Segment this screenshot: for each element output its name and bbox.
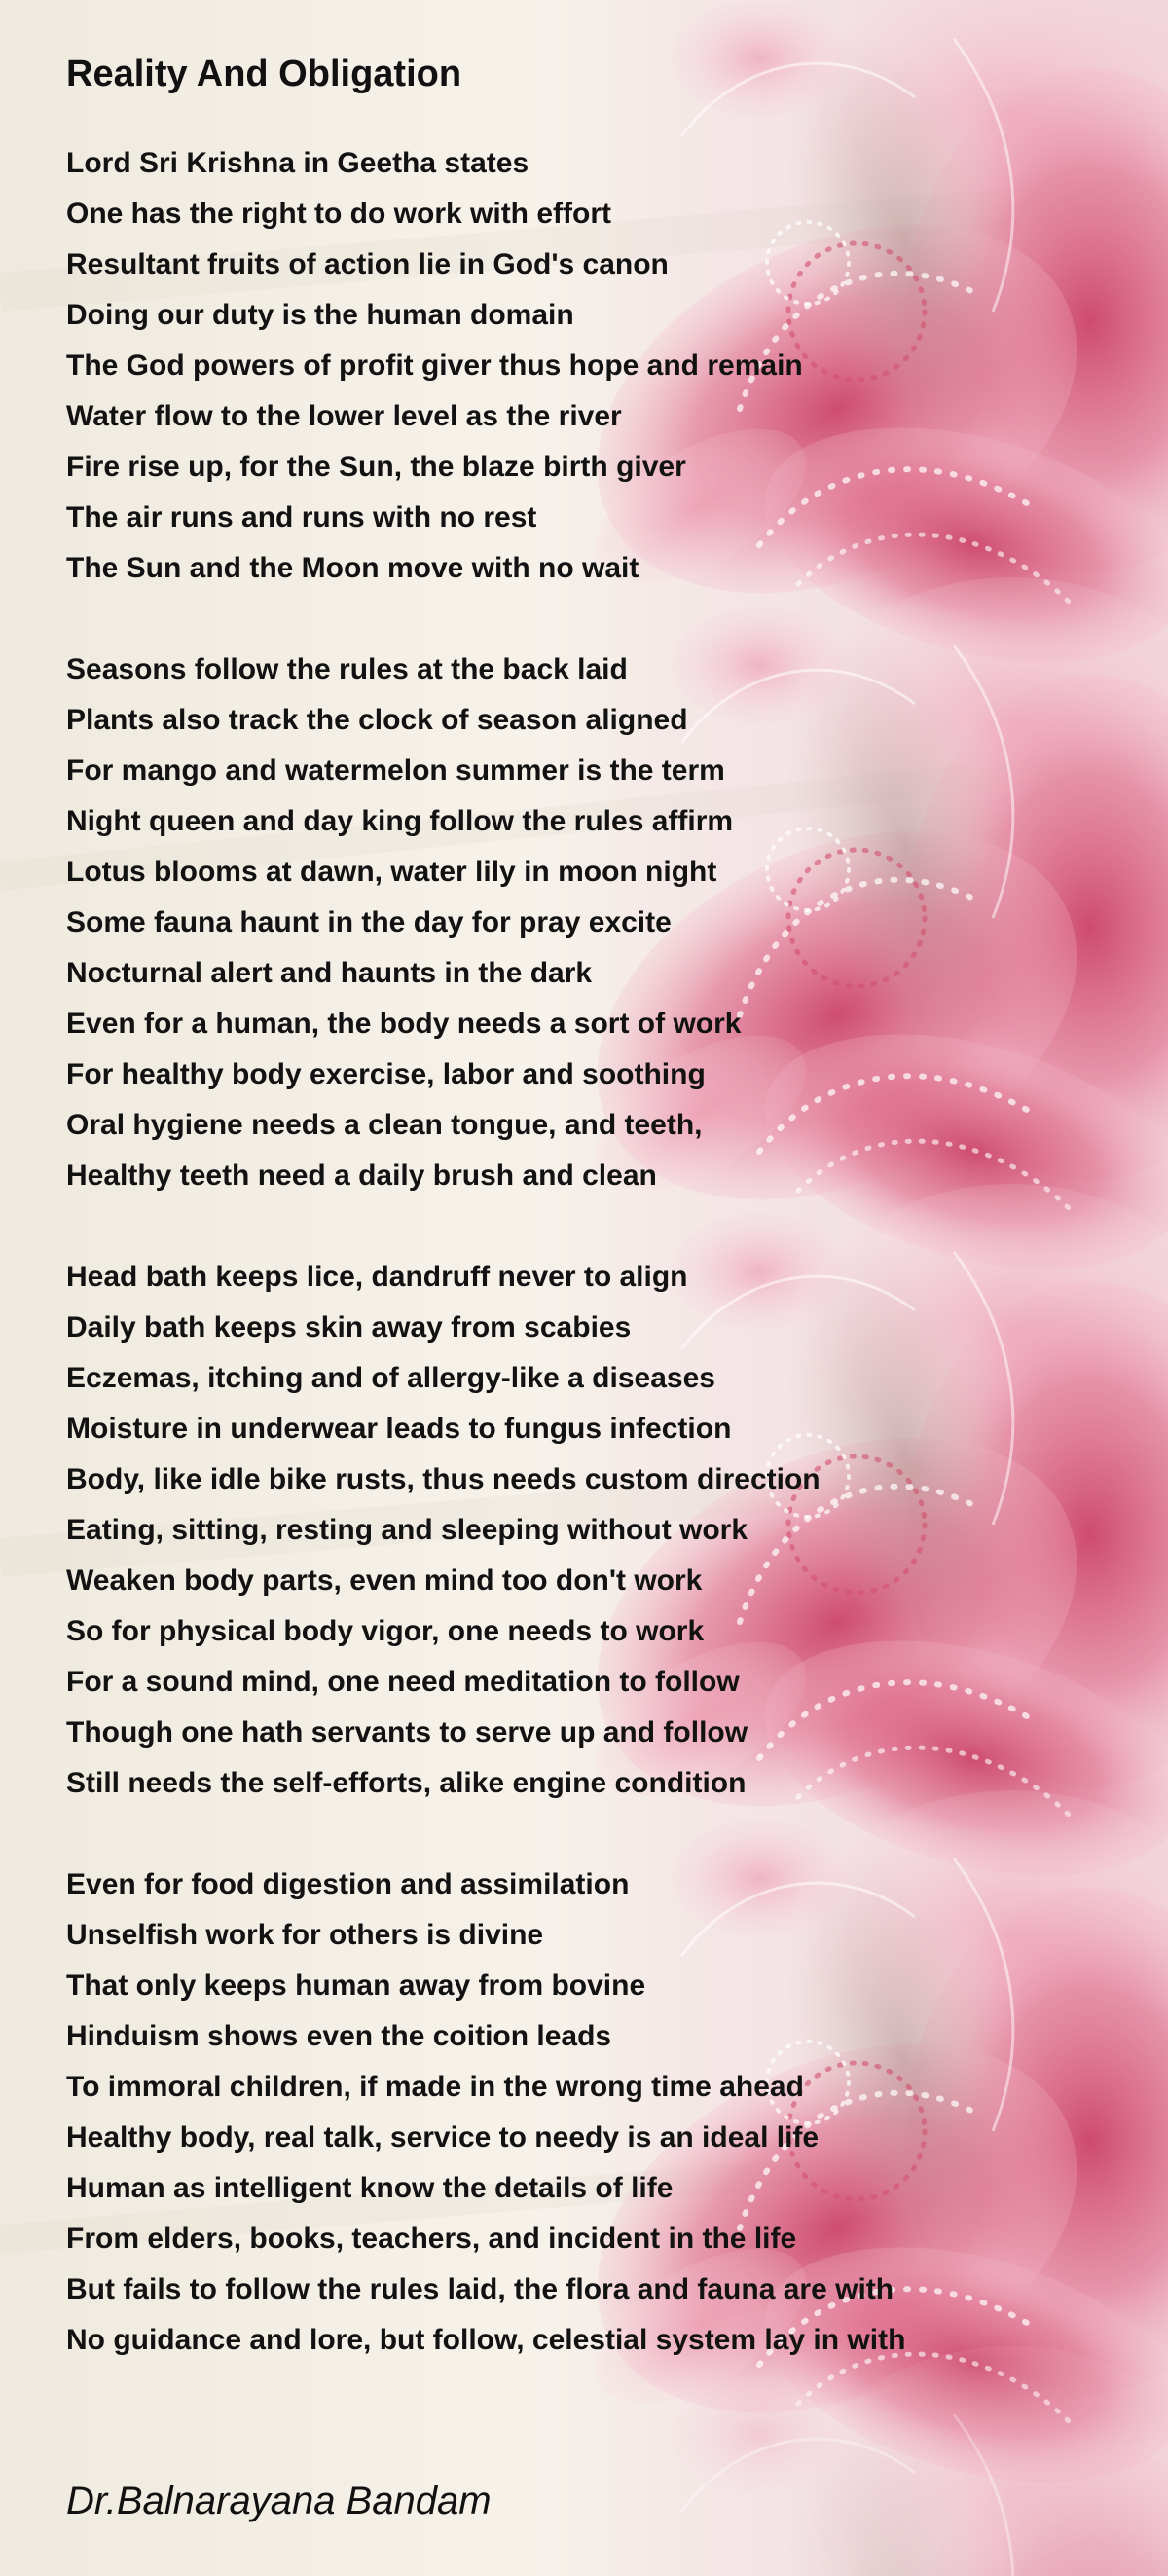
poem-line: The Sun and the Moon move with no wait <box>66 552 639 584</box>
poem-line: For mango and watermelon summer is the term <box>66 754 725 787</box>
poem-line: For a sound mind, one need meditation to follow <box>66 1666 740 1698</box>
poem-line: One has the right to do work with effort <box>66 198 611 230</box>
poem-line: But fails to follow the rules laid, the flora and fauna are with <box>66 2273 894 2305</box>
poem-line: Doing our duty is the human domain <box>66 299 574 331</box>
poem-line: Even for food digestion and assimilation <box>66 1868 630 1900</box>
poem-line: Some fauna haunt in the day for pray excite <box>66 906 672 938</box>
poem-author: Dr.Balnarayana Bandam <box>66 2480 492 2522</box>
poem-stanza <box>66 138 1137 594</box>
poem-line: Unselfish work for others is divine <box>66 1919 544 1951</box>
poem-title: Reality And Obligation <box>66 54 462 94</box>
poem-line: Oral hygiene needs a clean tongue, and teeth, <box>66 1109 703 1141</box>
poem-line: Though one hath servants to serve up and follow <box>66 1716 748 1748</box>
poem-line: That only keeps human away from bovine <box>66 1969 646 2002</box>
poem-stanza <box>66 1252 1137 1809</box>
poem-line: Water flow to the lower level as the river <box>66 400 622 432</box>
poem-line: Plants also track the clock of season aligned <box>66 704 688 736</box>
poem-line: Healthy body, real talk, service to needy is an ideal life <box>66 2121 820 2153</box>
poem-line: Lotus blooms at dawn, water lily in moon night <box>66 856 717 888</box>
poem-content <box>66 51 1137 2366</box>
poem-line: For healthy body exercise, labor and soothing <box>66 1058 706 1090</box>
poem-line: Eczemas, itching and of allergy-like a diseases <box>66 1362 715 1394</box>
poem-line: Daily bath keeps skin away from scabies <box>66 1311 632 1343</box>
poem-line: So for physical body vigor, one needs to work <box>66 1615 705 1647</box>
poem-line: Even for a human, the body needs a sort of work <box>66 1008 742 1040</box>
poem-line: No guidance and lore, but follow, celestial system lay in with <box>66 2324 906 2356</box>
poem-stanza <box>66 1859 1137 2366</box>
poem-line: From elders, books, teachers, and incident in the life <box>66 2223 797 2255</box>
poem-line: Seasons follow the rules at the back laid <box>66 653 628 685</box>
poem-line: Still needs the self-efforts, alike engine condition <box>66 1767 747 1799</box>
poem-line: Human as intelligent know the details of life <box>66 2172 674 2204</box>
poem-line: Body, like idle bike rusts, thus needs custom direction <box>66 1463 821 1495</box>
poem-line: Lord Sri Krishna in Geetha states <box>66 147 529 179</box>
poem-line: Moisture in underwear leads to fungus infection <box>66 1413 732 1445</box>
poem-line: Hinduism shows even the coition leads <box>66 2020 612 2052</box>
poem-line: Nocturnal alert and haunts in the dark <box>66 957 593 989</box>
poem-line: Fire rise up, for the Sun, the blaze birth giver <box>66 451 686 483</box>
poem-line: Healthy teeth need a daily brush and clean <box>66 1159 657 1192</box>
poem-stanza <box>66 644 1137 1201</box>
poem-line: Resultant fruits of action lie in God's canon <box>66 248 669 280</box>
poem-line: To immoral children, if made in the wrong time ahead <box>66 2071 804 2103</box>
poem-line: The air runs and runs with no rest <box>66 501 537 534</box>
poem-line: Weaken body parts, even mind too don't work <box>66 1564 703 1597</box>
poem-line: The God powers of profit giver thus hope and remain <box>66 350 803 382</box>
poem-body <box>66 138 1137 2366</box>
poem-line: Night queen and day king follow the rules affirm <box>66 805 734 837</box>
poem-line: Head bath keeps lice, dandruff never to align <box>66 1261 688 1293</box>
poem-line: Eating, sitting, resting and sleeping without work <box>66 1514 748 1546</box>
